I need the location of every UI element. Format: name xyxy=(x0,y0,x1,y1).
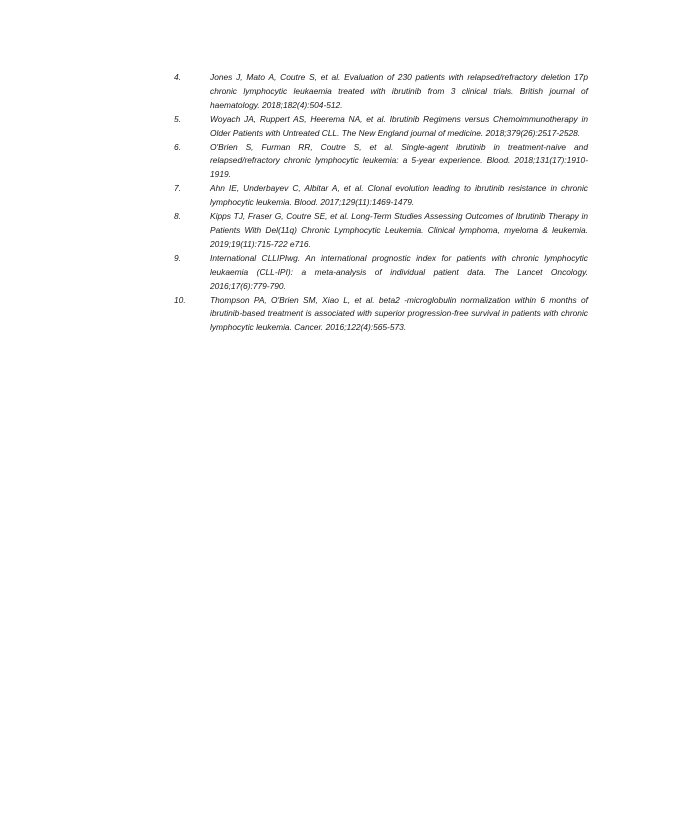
reference-number: 8. xyxy=(174,211,181,222)
reference-text: Kipps TJ, Fraser G, Coutre SE, et al. Long-Term Studies Assessing Outcomes of Ibrutinib Therapy in Patients With Del(11q) Chronic Lymphocytic Leukemia. Clinical lymphoma, myeloma & leukemia. 2019;19(11):715-722 e716. xyxy=(210,211,588,249)
reference-number: 7. xyxy=(174,183,181,194)
reference-number: 9. xyxy=(174,252,181,263)
reference-text: Woyach JA, Ruppert AS, Heerema NA, et al. Ibrutinib Regimens versus Chemoimmunotherapy in Older Patients with Untreated CLL. The New England journal of medicine. 2018;379(26):2517-2528. xyxy=(210,113,588,138)
reference-text: O'Brien S, Furman RR, Coutre S, et al. Single-agent ibrutinib in treatment-naive and relapsed/refractory chronic lymphocytic leukemia: a 5-year experience. Blood. 2018;131(17):1910-1919. xyxy=(210,141,588,180)
reference-item xyxy=(174,71,588,113)
reference-item xyxy=(174,141,588,183)
reference-item xyxy=(174,252,588,294)
reference-number: 5. xyxy=(174,113,181,124)
reference-number: 6. xyxy=(174,141,181,152)
reference-item xyxy=(174,182,588,210)
reference-item xyxy=(174,113,588,141)
reference-item xyxy=(174,294,588,336)
reference-text: Thompson PA, O'Brien SM, Xiao L, et al. beta2 -microglobulin normalization within 6 months of ibrutinib-based treatment is associated with superior progression-free survival in patients with chronic lymphocytic leukemia. Cancer. 2016;122(4):565-573. xyxy=(210,294,588,333)
reference-number: 4. xyxy=(174,72,181,82)
reference-list xyxy=(174,71,588,335)
reference-text: Ahn IE, Underbayev C, Albitar A, et al. Clonal evolution leading to ibrutinib resistance in chronic lymphocytic leukemia. Blood. 2017;129(11):1469-1479. xyxy=(210,183,588,208)
reference-text: International CLLIPIwg. An international prognostic index for patients with chronic lymphocytic leukaemia (CLL-IPI): a meta-analysis of individual patient data. The Lancet Oncology. 2016;17(6):779-790. xyxy=(210,252,588,291)
reference-item xyxy=(174,210,588,252)
reference-number: 10. xyxy=(174,294,186,305)
reference-text: Jones J, Mato A, Coutre S, et al. Evaluation of 230 patients with relapsed/refractory deletion 17p chronic lymphocytic leukaemia treated with ibrutinib from 3 clinical trials. British journal of haematology. 2018;182(4):504-512. xyxy=(210,72,588,110)
